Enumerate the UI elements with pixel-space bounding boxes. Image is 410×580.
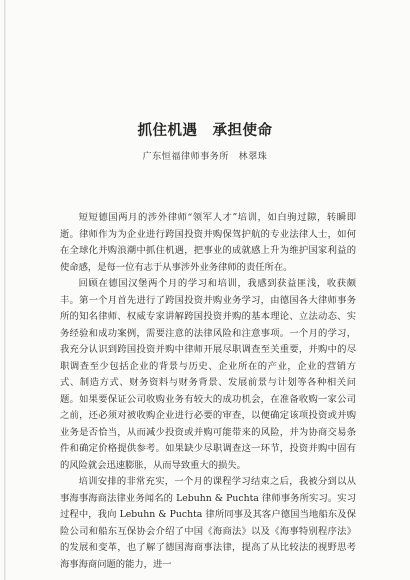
article-body bbox=[60, 210, 356, 573]
page-edge-shadow bbox=[4, 0, 6, 580]
article-title: 抓住机遇 承担使命 bbox=[137, 122, 273, 139]
body-paragraph: 培训安排的非常充实，一个月的课程学习结束之后，我被分到以从事海事海商法律业务闻名的 Lebuhn & Puchta 律师事务所实习。实习过程中，我向 Lebuhn & Puchta 律所同事及其客户德国当地船东及保险公司和船东互保协会介绍了中国《海商法》以及《海事特别程序法》的发展和变革，也了解了德国海商事法律，提高了从比较法的视野思考海事海商问题的能力，进一 bbox=[60, 476, 356, 570]
author-line: 广东恒福律师事务所 林翠珠 bbox=[142, 152, 268, 162]
body-paragraph: 回顾在德国汉堡两个月的学习和培训，我感到获益匪浅，收获颇丰。第一个月首先进行了跨国投资并购业务学习，由德国各大律师事务所的知名律师、权威专家讲解跨国投资并购的基本理论、立法动态、实务经验和成功案例，需要注意的法律风险和注意事项。一个月的学习，我充分认识到跨国投资并购中律师开展尽职调查至关重要，并购中的尽职调查至少包括企业的背景与历史、企业所在的产业，企业的营销方式、制造方式、财务资料与财务背景、发展前景与计划等各种相关问题。如果要保证公司收购业务有较大的成功机会，在准备收购一家公司之前，还必须对被收购企业进行必要的审查，以便确定该项投资或并购业务是否恰当，从而减少投资或并购可能带来的风险，并为协商交易条件和确定价格提供参考。如果缺少尽职调查这一环节，投资并购中固有的风险就会迅速膨胀，从而导致重大的损失。 bbox=[60, 278, 356, 471]
body-paragraph: 短短德国两月的涉外律师“领军人才”培训，如白驹过隙，转瞬即逝。律师作为为企业进行跨国投资并购保驾护航的专业法律人士，如何在全球化并购浪潮中抓住机遇，把事业的成就感上升为维护国家利益的使命感，是每一位有志于从事涉外业务律师的责任所在。 bbox=[60, 212, 356, 273]
